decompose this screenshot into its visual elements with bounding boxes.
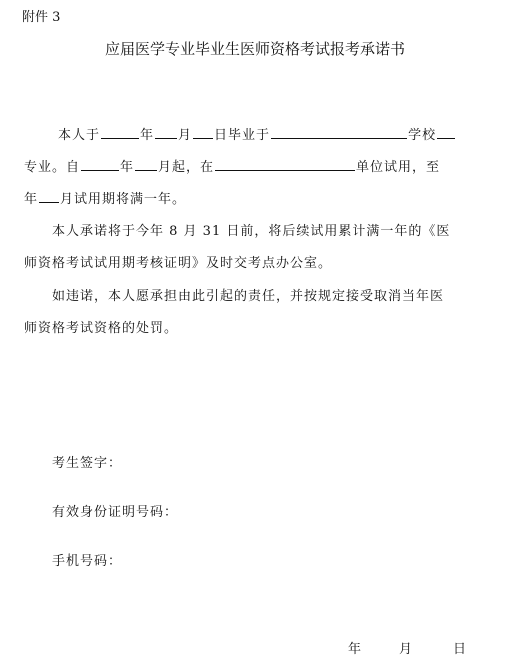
page-title: 应届医学专业毕业生医师资格考试报考承诺书 (104, 40, 405, 58)
blank-month[interactable] (155, 126, 177, 139)
para1-line2 (24, 156, 440, 175)
para2-line1: 本人承诺将于今年 8 月 31 日前，将后续试用累计满一年的《医 (52, 224, 451, 239)
blank-start-month[interactable] (135, 158, 157, 171)
phone-label: 手机号码： (52, 554, 123, 569)
blank-school[interactable] (271, 126, 407, 139)
text: 单位试用，至 (356, 160, 441, 175)
signature-label: 考生签字： (52, 456, 123, 471)
text: 学校 (408, 128, 437, 143)
blank-major[interactable] (437, 126, 455, 139)
date-year: 年 (348, 642, 362, 657)
para1-line3 (24, 188, 186, 207)
para3-line1: 如违诺，本人愿承担由此引起的责任，并按规定接受取消当年医 (52, 289, 445, 304)
para2-line2: 师资格考试试用期考核证明》及时交考点办公室。 (24, 256, 333, 271)
blank-year[interactable] (101, 126, 139, 139)
text: 月试用期将满一年。 (60, 192, 187, 207)
id-number-label: 有效身份证明号码： (52, 505, 179, 520)
date-month: 月 (399, 642, 413, 657)
text: 年 (140, 128, 155, 143)
text: 本人于 (58, 128, 101, 143)
blank-day[interactable] (193, 126, 213, 139)
para3-line2: 师资格考试资格的处罚。 (24, 321, 179, 336)
para1-line1 (58, 124, 456, 143)
blank-end-month[interactable] (39, 190, 59, 203)
attachment-label: 附件 3 (22, 10, 61, 25)
text: 年 (24, 192, 39, 207)
text: 年 (120, 160, 135, 175)
text: 月起，在 (158, 160, 215, 175)
date-day: 日 (453, 642, 467, 657)
blank-unit[interactable] (215, 158, 355, 171)
text: 日毕业于 (214, 128, 271, 143)
blank-start-year[interactable] (81, 158, 119, 171)
text: 月 (178, 128, 193, 143)
text: 专业。自 (24, 160, 81, 175)
